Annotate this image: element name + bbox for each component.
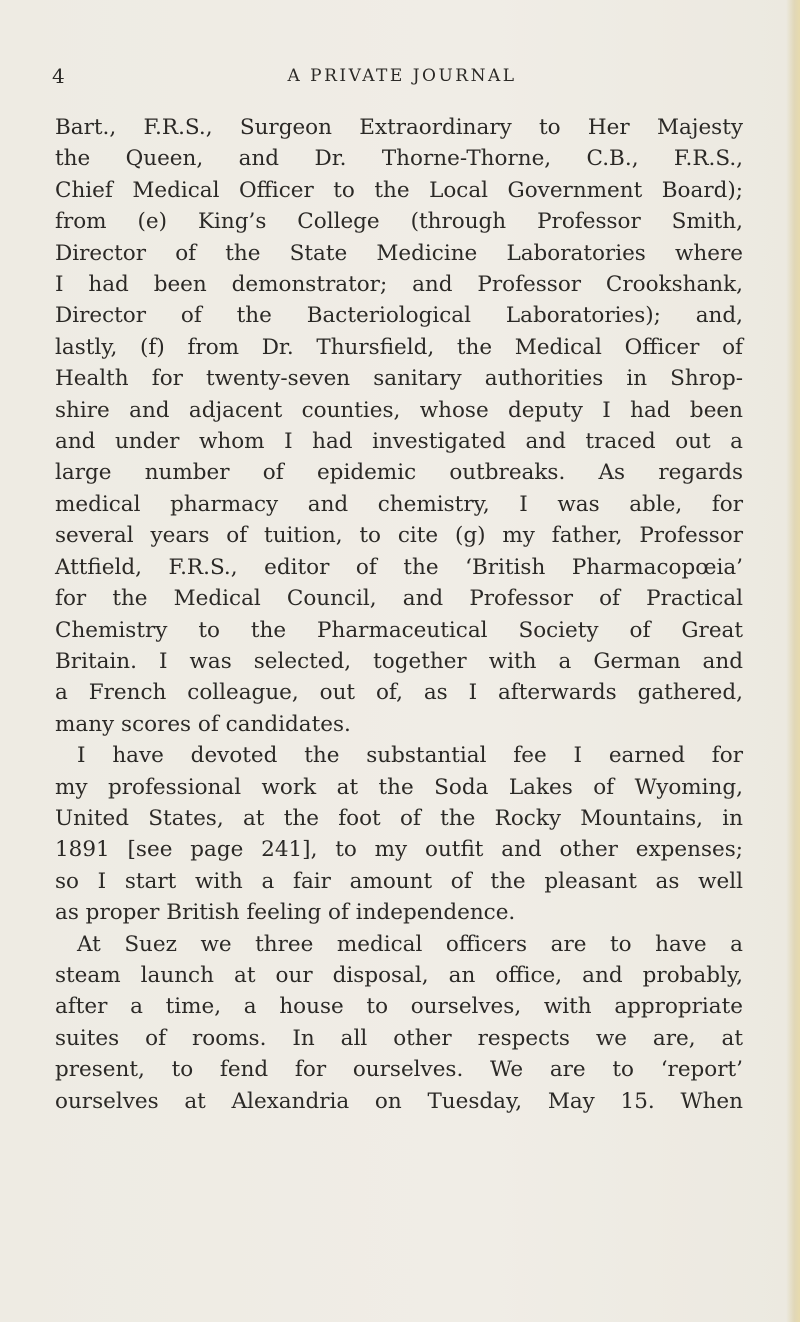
text-line: Chief Medical Officer to the Local Government Board); bbox=[55, 177, 743, 203]
text-line: several years of tuition, to cite (g) my father, Professor bbox=[55, 523, 743, 549]
text-line: and under whom I had investigated and traced out a bbox=[55, 429, 743, 455]
text-line: from (e) King’s College (through Professor Smith, bbox=[55, 209, 743, 235]
text-line: Attfield, F.R.S., editor of the ‘British Pharmacopœia’ bbox=[55, 554, 743, 580]
text-line: steam launch at our disposal, an office, and probably, bbox=[55, 962, 743, 988]
text-line: large number of epidemic outbreaks. As regards bbox=[55, 460, 743, 486]
running-title: A PRIVATE JOURNAL bbox=[287, 66, 517, 86]
text-line: Bart., F.R.S., Surgeon Extraordinary to Her Majesty bbox=[55, 115, 743, 140]
page-number: 4 bbox=[52, 64, 66, 88]
text-line: United States, at the foot of the Rocky Mountains, in bbox=[55, 805, 743, 831]
text-line: present, to fend for ourselves. We are to ‘report’ bbox=[55, 1057, 743, 1083]
body-text bbox=[55, 112, 743, 1117]
text-line: ourselves at Alexandria on Tuesday, May 15. When bbox=[55, 1088, 743, 1114]
paragraph-1 bbox=[55, 112, 743, 740]
text-line: suites of rooms. In all other respects we are, at bbox=[55, 1025, 743, 1051]
text-line: as proper British feeling of independence. bbox=[55, 900, 516, 926]
text-line: I have devoted the substantial fee I earned for bbox=[77, 743, 743, 769]
text-line: Britain. I was selected, together with a German and bbox=[55, 648, 743, 674]
text-line: 1891 [see page 241], to my outfit and other expenses; bbox=[55, 837, 743, 863]
paragraph-2 bbox=[55, 740, 743, 928]
paragraph-3 bbox=[55, 929, 743, 1117]
text-line: At Suez we three medical officers are to have a bbox=[77, 931, 743, 957]
text-line: Health for twenty-seven sanitary authorities in Shrop- bbox=[55, 366, 743, 392]
text-line: lastly, (f) from Dr. Thursfield, the Medical Officer of bbox=[55, 334, 743, 360]
text-line: many scores of candidates. bbox=[55, 711, 351, 737]
text-line: so I start with a fair amount of the pleasant as well bbox=[55, 868, 743, 894]
text-line: Chemistry to the Pharmaceutical Society of Great bbox=[55, 617, 743, 643]
text-line: the Queen, and Dr. Thorne-Thorne, C.B., F.R.S., bbox=[55, 146, 743, 172]
text-line: shire and adjacent counties, whose deputy I had been bbox=[55, 397, 743, 423]
text-line: Director of the Bacteriological Laboratories); and, bbox=[55, 303, 743, 329]
text-line: a French colleague, out of, as I afterwards gathered, bbox=[55, 680, 743, 706]
text-line: my professional work at the Soda Lakes of Wyoming, bbox=[55, 774, 743, 800]
page-edge bbox=[786, 0, 800, 1322]
text-line: I had been demonstrator; and Professor Crookshank, bbox=[55, 272, 743, 298]
text-line: Director of the State Medicine Laboratories where bbox=[55, 240, 743, 266]
text-line: medical pharmacy and chemistry, I was able, for bbox=[55, 491, 743, 517]
text-line: after a time, a house to ourselves, with appropriate bbox=[55, 994, 743, 1020]
text-line: for the Medical Council, and Professor of Practical bbox=[55, 586, 743, 612]
running-header bbox=[52, 64, 752, 94]
